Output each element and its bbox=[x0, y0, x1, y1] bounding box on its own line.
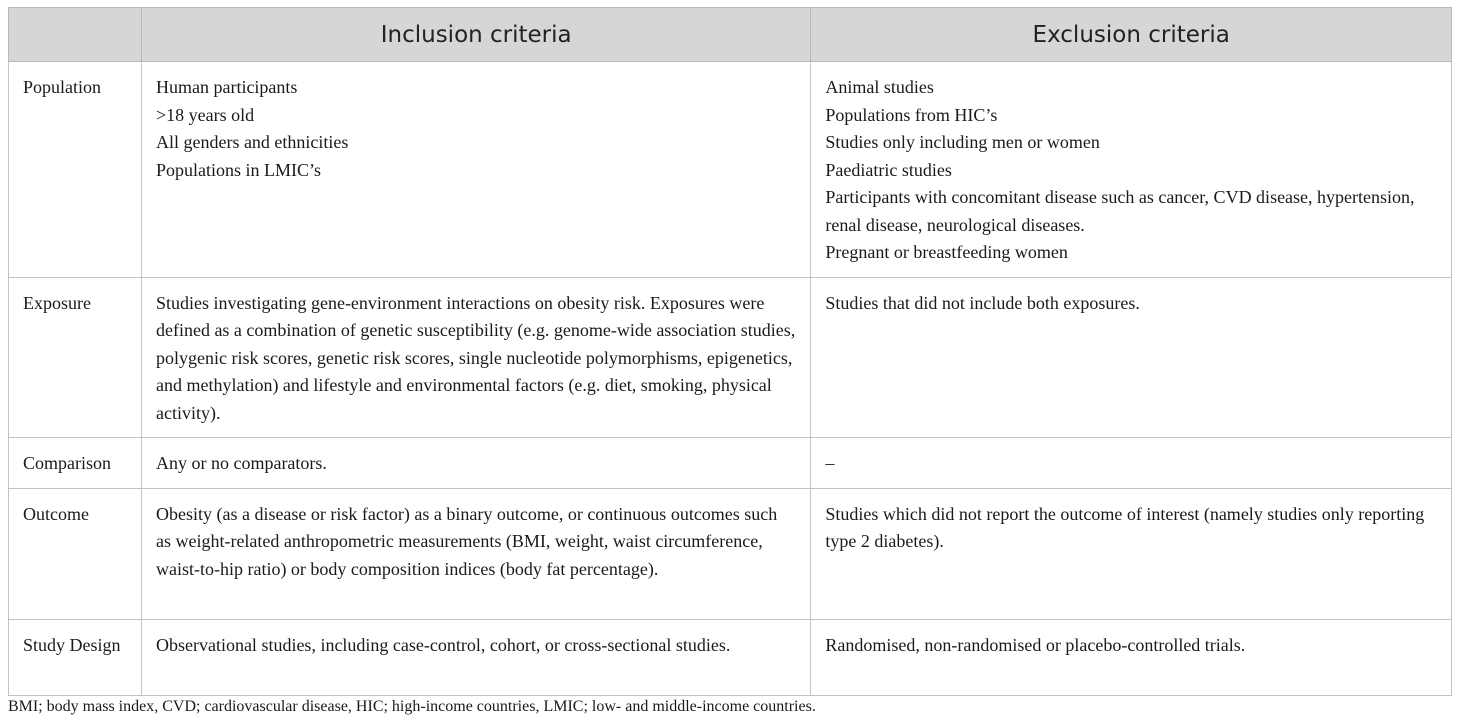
table-footnote: BMI; body mass index, CVD; cardiovascular disease, HIC; high-income countries, LMIC; low- and middle-income countries. bbox=[8, 698, 816, 715]
list-item: All genders and ethnicities bbox=[155, 132, 349, 152]
table-row-study-design bbox=[9, 619, 1452, 695]
row-label: Outcome bbox=[9, 488, 142, 619]
inclusion-cell bbox=[141, 488, 810, 619]
list-item: Paediatric studies bbox=[825, 159, 952, 180]
cell-text: Obesity (as a disease or risk factor) as a binary outcome, or continuous outcomes such as weight-related anthropometric measurements (BMI, weight, waist circumference, waist-to-hip ratio) or body composition indices (body fat percentage). bbox=[155, 503, 778, 579]
list-item: Populations from HIC’s bbox=[825, 104, 998, 125]
table-row-exposure bbox=[9, 277, 1452, 438]
cell-text: Studies that did not include both exposures. bbox=[825, 292, 1140, 313]
exclusion-cell bbox=[811, 619, 1452, 695]
cell-text: Observational studies, including case-control, cohort, or cross-sectional studies. bbox=[155, 634, 731, 655]
cell-text: Studies investigating gene-environment interactions on obesity risk. Exposures were defined as a combination of genetic susceptibility (e.g. genome-wide association studies, polygenic risk scores, genetic risk scores, single nucleotide polymorphisms, epigenetics, and methylation) and lifestyle and environmental factors (e.g. diet, smoking, physical activity). bbox=[155, 292, 796, 423]
list-item: Populations in LMIC’s bbox=[155, 159, 321, 180]
header-empty bbox=[9, 8, 142, 62]
inclusion-cell bbox=[141, 277, 810, 438]
header-exclusion: Exclusion criteria bbox=[811, 8, 1452, 62]
list-item: Animal studies bbox=[825, 77, 934, 97]
table-row-population bbox=[9, 62, 1452, 278]
list-item: Human participants bbox=[155, 77, 298, 97]
inclusion-cell bbox=[141, 62, 810, 278]
inclusion-cell bbox=[141, 619, 810, 695]
table-header-row bbox=[9, 8, 1452, 62]
exclusion-cell bbox=[811, 488, 1452, 619]
criteria-table bbox=[8, 7, 1452, 696]
list-item: Participants with concomitant disease such as cancer, CVD disease, hypertension, renal disease, neurological diseases. bbox=[825, 187, 1415, 235]
exclusion-cell bbox=[811, 277, 1452, 438]
cell-text: – bbox=[825, 453, 835, 473]
cell-text: Studies which did not report the outcome of interest (namely studies only reporting type 2 diabetes). bbox=[825, 503, 1425, 551]
row-label: Exposure bbox=[9, 277, 142, 438]
cell-text: Any or no comparators. bbox=[155, 453, 327, 473]
cell-text: Randomised, non-randomised or placebo-controlled trials. bbox=[825, 634, 1246, 655]
header-inclusion: Inclusion criteria bbox=[141, 8, 810, 62]
exclusion-cell bbox=[811, 62, 1452, 278]
list-item: Pregnant or breastfeeding women bbox=[825, 242, 1068, 262]
exclusion-cell bbox=[811, 438, 1452, 489]
list-item: >18 years old bbox=[155, 104, 255, 125]
row-label: Study Design bbox=[9, 619, 142, 695]
inclusion-cell bbox=[141, 438, 810, 489]
row-label: Population bbox=[9, 62, 142, 278]
table-row-outcome bbox=[9, 488, 1452, 619]
list-item: Studies only including men or women bbox=[825, 132, 1100, 152]
row-label: Comparison bbox=[9, 438, 142, 489]
table-row-comparison bbox=[9, 438, 1452, 489]
